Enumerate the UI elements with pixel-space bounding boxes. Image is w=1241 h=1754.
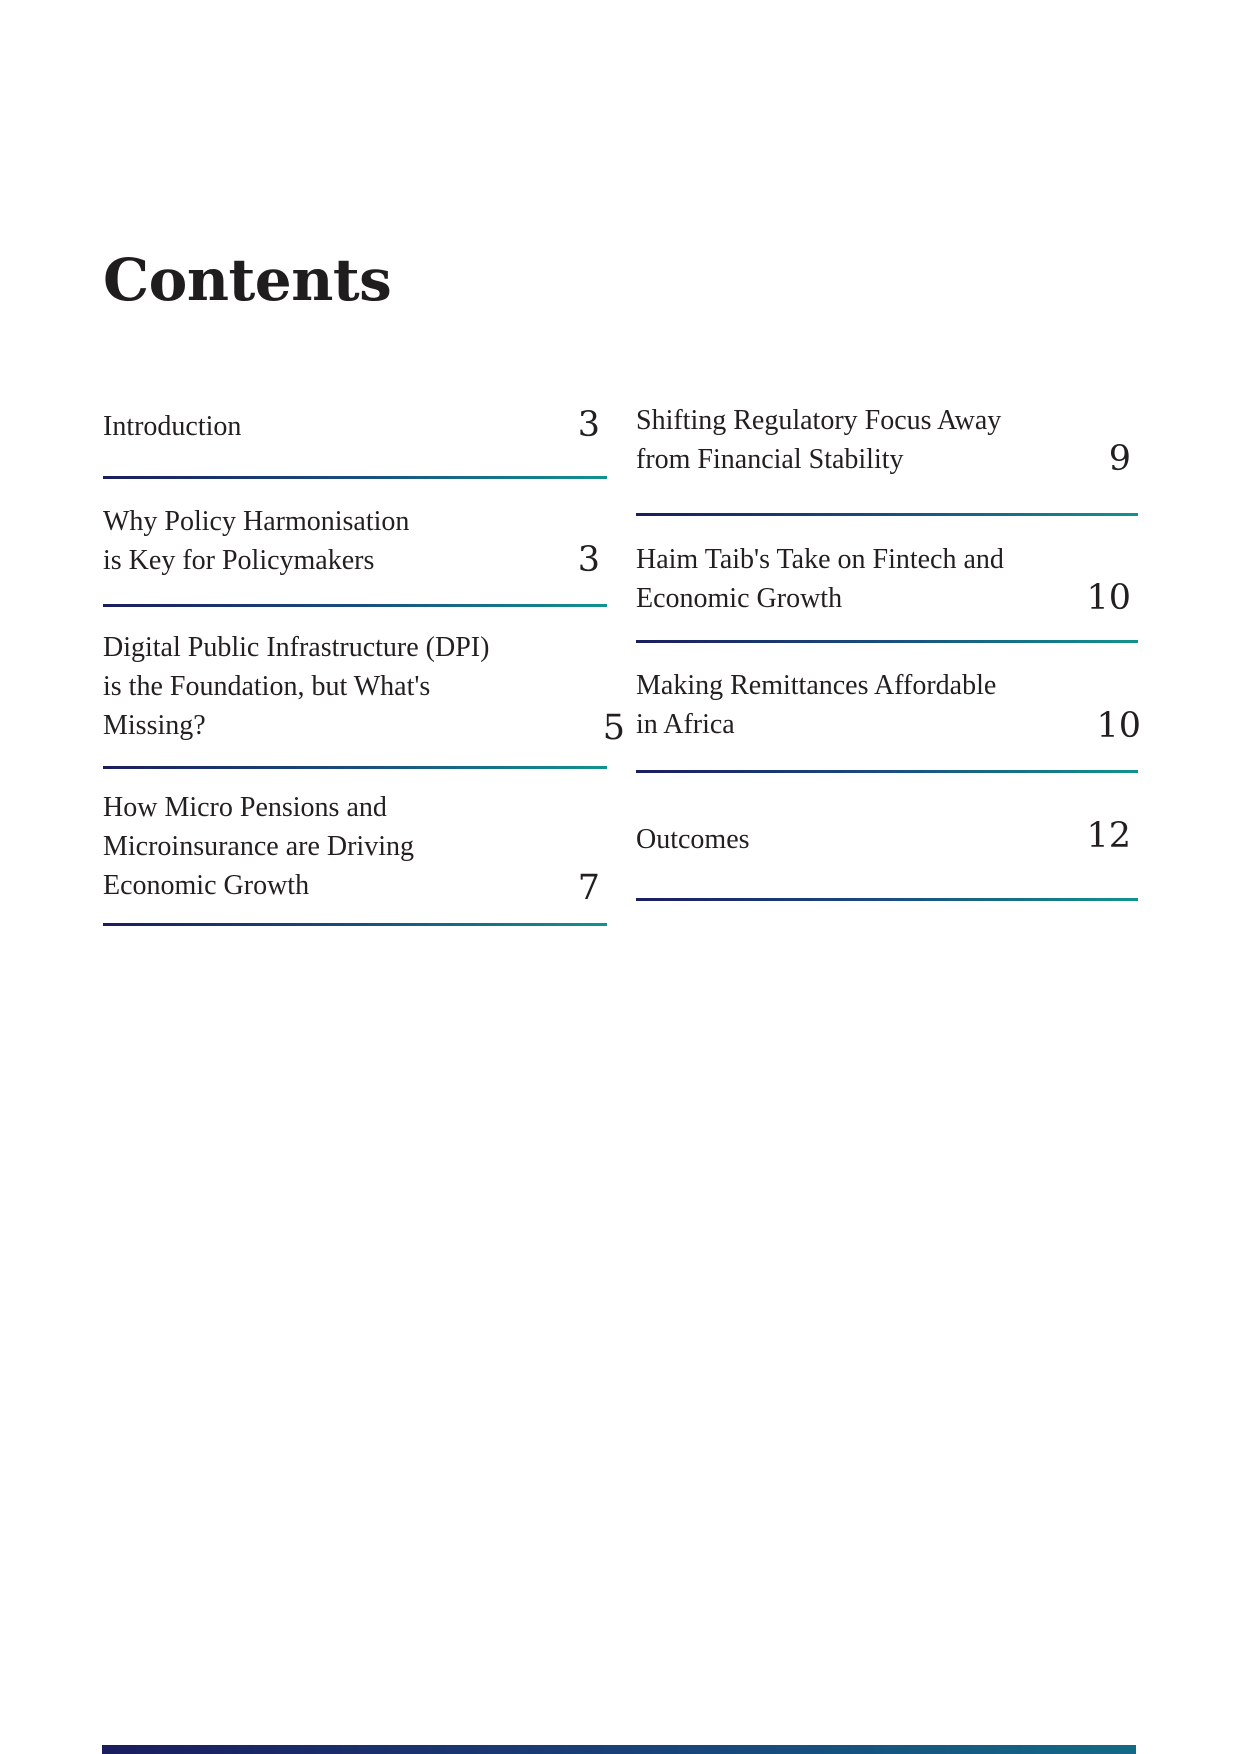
footer-bar bbox=[102, 1745, 1136, 1754]
toc-entry-label: Introduction bbox=[103, 411, 242, 442]
toc-entry-shifting-regulatory-focus[interactable] bbox=[636, 401, 1138, 519]
toc-entry-page-number: 10 bbox=[1086, 578, 1131, 618]
toc-entry-page-number: 3 bbox=[577, 405, 600, 445]
toc-divider bbox=[103, 923, 607, 926]
toc-entry-page-number: 3 bbox=[577, 540, 600, 580]
toc-entry-label: Shifting Regulatory Focus Away from Financial Stability bbox=[636, 405, 1002, 475]
toc-entry-label: Digital Public Infrastructure (DPI) is the Foundation, but What's Missing? bbox=[103, 632, 490, 741]
toc-entry-haim-taib-fintech[interactable] bbox=[636, 540, 1138, 646]
toc-entry-label: Why Policy Harmonisation is Key for Policymakers bbox=[103, 506, 410, 576]
toc-entry-micro-pensions[interactable] bbox=[103, 788, 607, 928]
toc-entry-label: Outcomes bbox=[636, 824, 750, 855]
toc-entry-page-number: 5 bbox=[602, 708, 625, 748]
page-title: Contents bbox=[103, 246, 392, 314]
toc-divider bbox=[636, 898, 1138, 901]
toc-entry-label: How Micro Pensions and Microinsurance are Driving Economic Growth bbox=[103, 792, 414, 901]
toc-entry-policy-harmonisation[interactable] bbox=[103, 502, 607, 612]
toc-divider bbox=[103, 604, 607, 607]
toc-divider bbox=[103, 766, 607, 769]
toc-entry-page-number: 7 bbox=[577, 868, 600, 908]
toc-divider bbox=[636, 770, 1138, 773]
toc-entry-page-number: 10 bbox=[1096, 706, 1141, 746]
toc-entry-page-number: 12 bbox=[1086, 816, 1131, 856]
toc-entry-outcomes[interactable] bbox=[636, 816, 1138, 904]
toc-entry-page-number: 9 bbox=[1108, 439, 1131, 479]
toc-entry-label: Haim Taib's Take on Fintech and Economic Growth bbox=[636, 544, 1004, 614]
toc-entry-label: Making Remittances Affordable in Africa bbox=[636, 670, 997, 740]
toc-divider bbox=[103, 476, 607, 479]
toc-entry-digital-public-infrastructure[interactable] bbox=[103, 628, 625, 770]
toc-divider bbox=[636, 513, 1138, 516]
toc-divider bbox=[636, 640, 1138, 643]
toc-entry-remittances-africa[interactable] bbox=[636, 666, 1141, 776]
toc-entry-introduction[interactable] bbox=[103, 405, 607, 481]
